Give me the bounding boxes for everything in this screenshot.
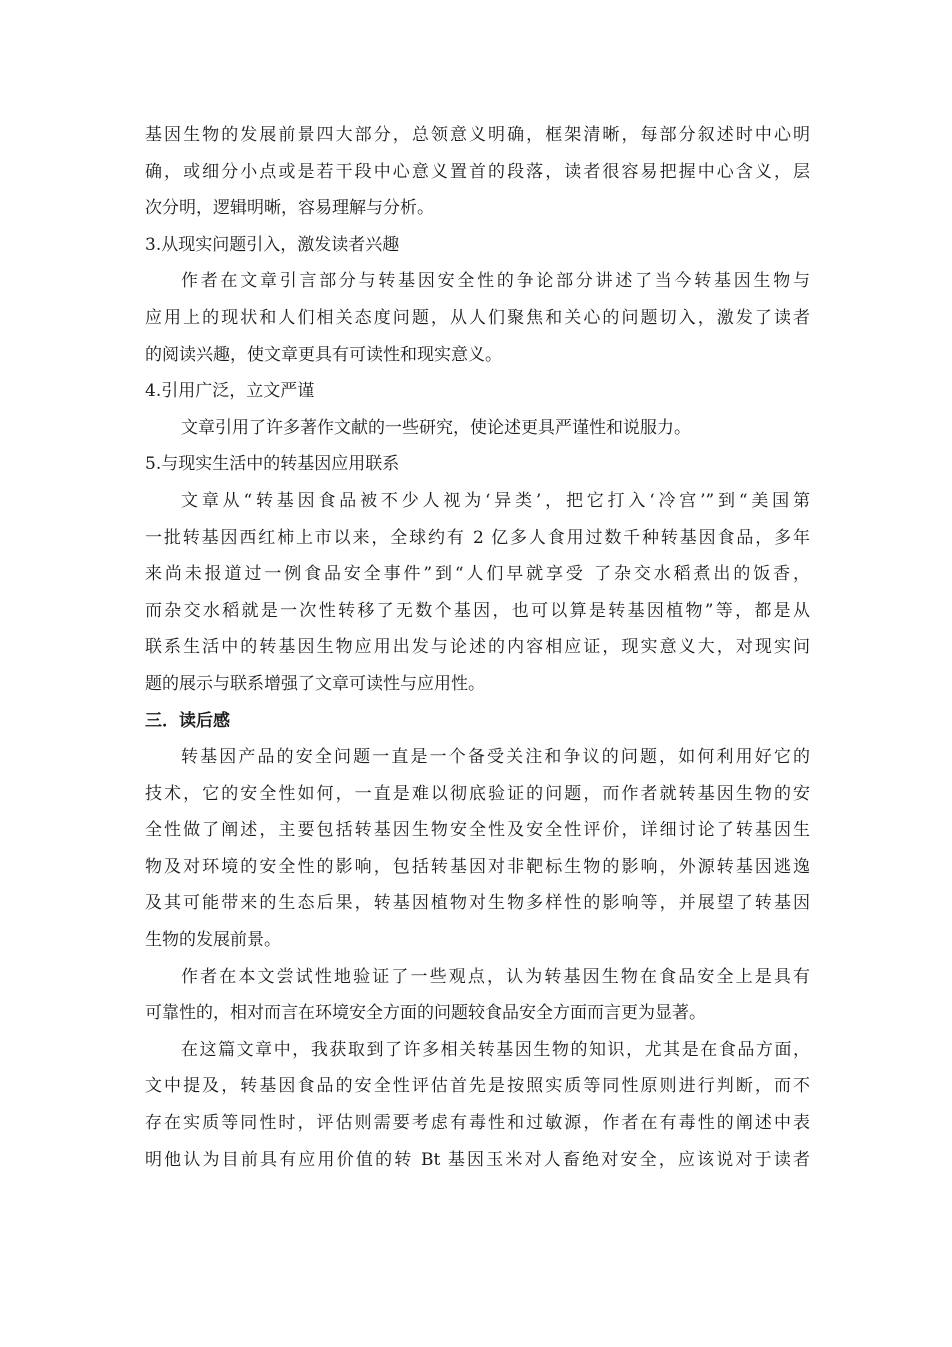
document-body <box>145 117 810 1178</box>
text-line: 文章从“转基因食品被不少人视为‘异类’，把它打入‘冷宫’”到“美国第 <box>181 490 810 511</box>
text-line: 技术，它的安全性如何，一直是难以彻底验证的问题，而作者就转基因生物的安 <box>145 783 810 804</box>
paragraph-real-life <box>145 483 810 703</box>
text-line: 及其可能带来的生态后果，转基因植物对生物多样性的影响等，并展望了转基因 <box>145 893 810 914</box>
paragraph-framework <box>145 117 810 227</box>
text-line: 明他认为目前具有应用价值的转 Bt 基因玉米对人畜绝对安全，应该说对于读者 <box>145 1149 810 1170</box>
point-3-title: 3.从现实问题引入，激发读者兴趣 <box>145 234 400 255</box>
paragraph-citations <box>145 410 810 447</box>
text-line: 生物的发展前景。 <box>145 930 281 951</box>
text-line: 存在实质等同性时，评估则需要考虑有毒性和过敏源，作者在有毒性的阐述中表 <box>145 1113 810 1134</box>
point-4-title: 4.引用广泛，立文严谨 <box>145 381 315 402</box>
text-line: 的阅读兴趣，使文章更具有可读性和现实意义。 <box>145 344 502 365</box>
text-line: 可靠性的，相对而言在环境安全方面的问题较食品安全方面而言更为显著。 <box>145 1003 706 1024</box>
text-line: 而杂交水稻就是一次性转移了无数个基因，也可以算是转基因植物”等，都是从 <box>145 600 810 621</box>
point-5-title: 5.与现实生活中的转基因应用联系 <box>145 454 400 475</box>
text-line: 联系生活中的转基因生物应用出发与论述的内容相应证，现实意义大，对现实问 <box>145 637 810 658</box>
text-line: 一批转基因西红柿上市以来，全球约有 2 亿多人食用过数千种转基因食品，多年 <box>145 527 810 548</box>
text-line: 来尚未报道过一例食品安全事件”到“人们早就享受 了杂交水稻煮出的饭香， <box>145 564 810 585</box>
text-line: 物及对环境的安全性的影响，包括转基因对非靶标生物的影响，外源转基因逃逸 <box>145 856 810 877</box>
text-line: 题的展示与联系增强了文章可读性与应用性。 <box>145 673 485 694</box>
text-line: 确，或细分小点或是若干段中心意义置首的段落，读者很容易把握中心含义，层 <box>145 161 810 182</box>
text-line: 基因生物的发展前景四大部分，总领意义明确，框架清晰，每部分叙述时中心明 <box>145 125 810 145</box>
paragraph-reflection-3 <box>145 1032 810 1178</box>
text-line: 文章引用了许多著作文献的一些研究，使论述更具严谨性和说服力。 <box>181 417 691 438</box>
paragraph-real-issues <box>145 263 810 373</box>
text-line: 应用上的现状和人们相关态度问题，从人们聚焦和关心的问题切入，激发了读者 <box>145 307 810 328</box>
text-line: 全性做了阐述，主要包括转基因生物安全性及安全性评价，详细讨论了转基因生 <box>145 820 810 841</box>
text-line: 转基因产品的安全问题一直是一个备受关注和争议的问题，如何利用好它的 <box>181 747 810 768</box>
text-line: 作者在文章引言部分与转基因安全性的争论部分讲述了当今转基因生物与 <box>181 271 810 292</box>
paragraph-reflection-2 <box>145 959 810 1032</box>
paragraph-reflection-1 <box>145 739 810 959</box>
text-line: 作者在本文尝试性地验证了一些观点，认为转基因生物在食品安全上是具有 <box>181 966 810 987</box>
text-line: 文中提及，转基因食品的安全性评估首先是按照实质等同性原则进行判断，而不 <box>145 1076 810 1097</box>
text-line: 次分明，逻辑明晰，容易理解与分析。 <box>145 198 434 219</box>
section-3-heading: 三．读后感 <box>145 710 230 731</box>
text-line: 在这篇文章中，我获取到了许多相关转基因生物的知识，尤其是在食品方面， <box>181 1039 810 1060</box>
